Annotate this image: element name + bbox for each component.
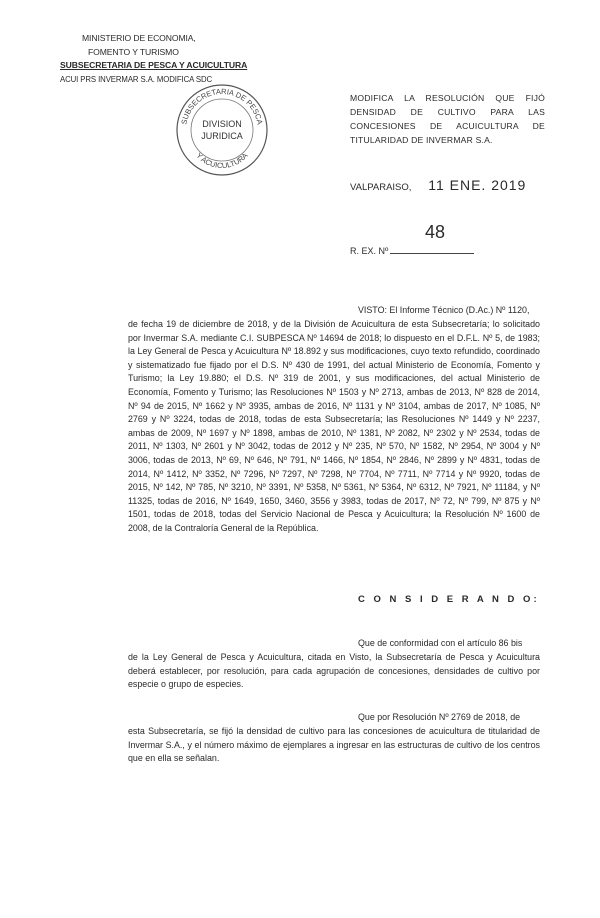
resolution-label	[350, 245, 474, 256]
subsecretaria-line: SUBSECRETARIA DE PESCA Y ACUICULTURA	[60, 60, 248, 70]
stamp-icon	[172, 80, 272, 180]
visto-heading: VISTO: El Informe Técnico (D.Ac.) Nº 1120,	[358, 305, 530, 315]
considerando-2-head: Que por Resolución Nº 2769 de 2018, de	[358, 712, 521, 722]
stamp-center-1: DIVISION	[202, 119, 242, 129]
considerando-1-body: de la Ley General de Pesca y Acuicultura, citada en Visto, la Subsecretaría de Pesca y Acuicultura deberá establecer, por resolución, para cada agrupación de concesiones, densidades de cultivo por especie o grupo de especies.	[128, 652, 540, 690]
visto-paragraph: de fecha 19 de diciembre de 2018, y de la División de Acuicultura de esta Subsecretaría; lo solicitado por Invermar S.A. mediante C.I. SUBPESCA Nº 14694 de 2018; lo dispuesto en el D.F.L. Nº 5, de 1983; la Ley General de Pesca y Acuicultura Nº 18.892 y sus modificaciones, cuyo texto refundido, coordinado y sistematizado fue fijado por el D.S. Nº 430 de 1991, del actual Ministerio de Economía, Fomento y Turismo; la Ley 19.880; el D.S. Nº 319 de 2001, y sus modificaciones, del actual Ministerio de Economía, Fomento y Turismo; las Resoluciones Nº 1503 y Nº 2713, ambas de 2013, Nº 828 de 2014, Nº 94 de 2015, Nº 1662 y Nº 3935, ambas de 2016, Nº 1131 y Nº 3104, ambas de 2017, Nº 1085, Nº 2769 y Nº 3224, todas de 2018, todas de esta Subsecretaría; las Resoluciones Nº 1449 y Nº 2237, ambas de 2009, Nº 1697 y Nº 1898, ambas de 2010, Nº 1381, Nº 2082, Nº 2302 y Nº 2534, todas de 2011, Nº 1303, Nº 2601 y Nº 3042, todas de 2012 y Nº 235, Nº 570, Nº 1582, Nº 2954, Nº 3004 y Nº 3006, todas de 2013, Nº 69, Nº 646, Nº 791, Nº 1466, Nº 1854, Nº 2846, Nº 2899 y Nº 4831, todas de 2014, Nº 1412, Nº 3352, Nº 7296, Nº 7297, Nº 7298, Nº 7704, Nº 7711, Nº 7714 y Nº 9920, todas de 2015, Nº 142, Nº 785, Nº 3210, Nº 3391, Nº 5358, Nº 5361, Nº 5364, Nº 6312, Nº 7921, Nº 11184, y Nº 11325, todas de 2016, Nº 1649, 1650, 3460, 3556 y 3983, todas de 2017, Nº 72, Nº 799, Nº 875 y Nº 1501, todas de 2018, todas del Servicio Nacional de Pesca y Acuicultura; la Resolución Nº 1600 de 2008, de la Contraloría General de la República.	[128, 319, 540, 533]
ministry-line: MINISTERIO DE ECONOMIA,	[82, 33, 196, 43]
date-stamp: 11 ENE. 2019	[428, 177, 527, 193]
reference-line: ACUI PRS INVERMAR S.A. MODIFICA SDC	[60, 74, 213, 84]
resolution-label-text: R. EX. Nº	[350, 246, 389, 256]
resolution-number: 48	[425, 222, 446, 242]
considerando-2-body: esta Subsecretaría, se fijó la densidad de cultivo para las concesiones de acuicultura de titularidad de Invermar S.A., y el número máximo de ejemplares a ingresar en las estructuras de cultivo de los centros que en ella se señalan.	[128, 726, 540, 764]
considerando-heading: C O N S I D E R A N D O:	[358, 594, 540, 605]
ministry-line-2: FOMENTO Y TURISMO	[88, 46, 179, 57]
number-underline	[390, 245, 474, 254]
letterhead	[60, 32, 280, 86]
juridica-stamp	[172, 80, 272, 180]
stamp-bottom-text: Y ACUICULTURA	[194, 150, 250, 171]
place-and-date	[350, 177, 526, 193]
considerando-1-head: Que de conformidad con el artículo 86 bis	[358, 638, 523, 648]
stamp-center-2: JURIDICA	[201, 131, 243, 141]
stamp-top-text: SUBSECRETARIA DE PESCA	[179, 86, 265, 126]
place: VALPARAISO,	[350, 182, 412, 193]
resolution-subject: MODIFICA LA RESOLUCIÓN QUE FIJÓ DENSIDAD DE CULTIVO PARA LAS CONCESIONES DE ACUICULTURA DE TITULARIDAD DE INVERMAR S.A.	[350, 93, 545, 145]
